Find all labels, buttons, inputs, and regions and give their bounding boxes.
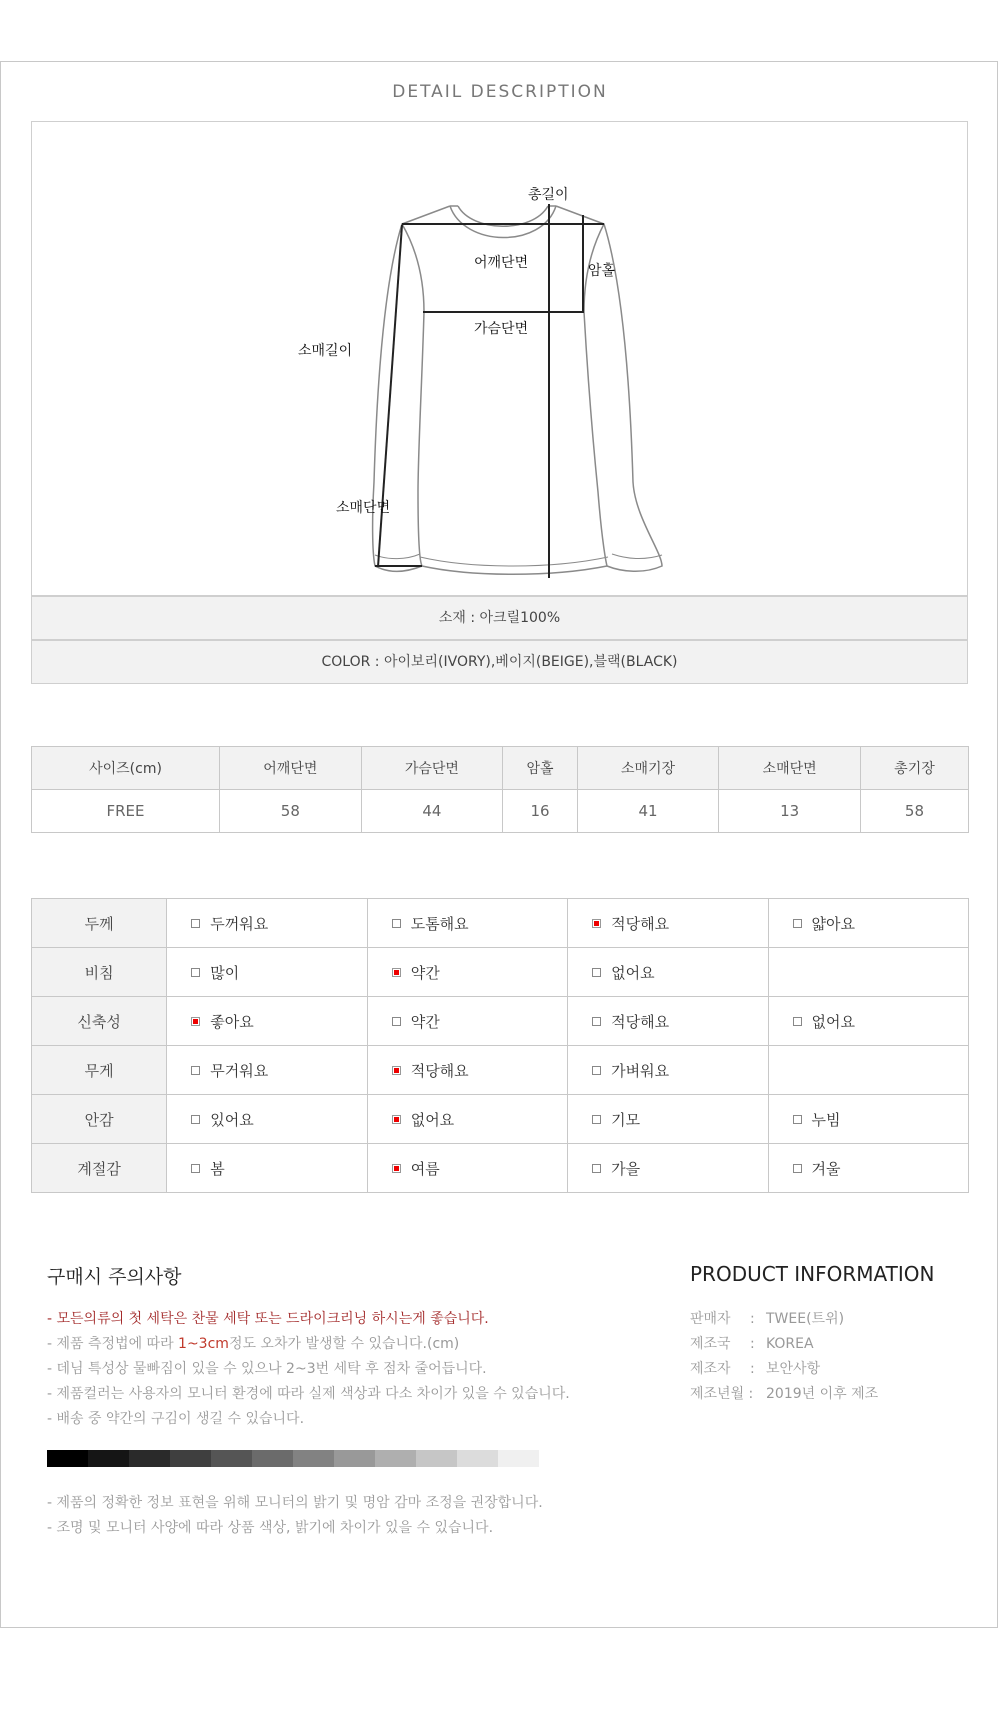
fabric-option-label: 누빔	[811, 1110, 841, 1129]
fabric-option-label: 여름	[410, 1159, 440, 1178]
fabric-option-cell	[768, 1095, 968, 1144]
unchecked-box-icon	[191, 1115, 200, 1124]
fabric-option-cell	[568, 899, 768, 948]
unchecked-box-icon	[592, 1017, 601, 1026]
size-cell: 58	[860, 790, 968, 833]
product-info-key: 제조국	[690, 1336, 731, 1352]
fabric-option-cell	[367, 1046, 567, 1095]
fabric-option-cell	[367, 1144, 567, 1193]
palette-swatch	[457, 1450, 498, 1467]
product-info-key: 제조자	[690, 1361, 731, 1377]
garment-diagram	[31, 121, 968, 596]
palette-swatch	[47, 1450, 88, 1467]
size-header-cell: 사이즈(cm)	[32, 747, 220, 790]
fabric-option-cell	[768, 948, 968, 997]
label-sleeve-width: 소매단면	[336, 500, 391, 516]
product-info-value: 보안사항	[766, 1361, 821, 1377]
unchecked-box-icon	[592, 1115, 601, 1124]
fabric-property-label: 계절감	[32, 1144, 167, 1193]
size-cell: FREE	[32, 790, 220, 833]
fabric-option-cell	[568, 997, 768, 1046]
palette-swatch	[88, 1450, 129, 1467]
fabric-property-table	[31, 898, 969, 1193]
notice-text: 정도 오차가 발생할 수 있습니다.(cm)	[228, 1336, 460, 1352]
fabric-option-cell	[568, 1046, 768, 1095]
fabric-option-cell	[367, 899, 567, 948]
unchecked-box-icon	[592, 1164, 601, 1173]
gray-scale-palette	[47, 1450, 539, 1467]
fabric-property-label: 두께	[32, 899, 167, 948]
fabric-option-label: 겨울	[811, 1159, 841, 1178]
notice-line: - 배송 중 약간의 구김이 생길 수 있습니다.	[47, 1411, 305, 1427]
product-info-row	[690, 1358, 820, 1378]
fabric-option-cell	[568, 1095, 768, 1144]
palette-swatch	[498, 1450, 539, 1467]
product-info-key: 제조년월 :	[690, 1386, 754, 1402]
fabric-option-label: 약간	[410, 1012, 440, 1031]
fabric-option-cell	[367, 948, 567, 997]
product-info-colon: :	[750, 1336, 755, 1352]
size-header-cell: 가슴단면	[361, 747, 503, 790]
fabric-option-cell	[568, 948, 768, 997]
fabric-option-label: 없어요	[410, 1110, 455, 1129]
palette-swatch	[334, 1450, 375, 1467]
product-info-row	[690, 1383, 878, 1403]
table-row	[32, 899, 969, 948]
fabric-option-label: 얇아요	[811, 914, 856, 933]
size-cell: 41	[577, 790, 719, 833]
page-title: DETAIL DESCRIPTION	[392, 82, 608, 102]
label-sleeve-length: 소매길이	[298, 343, 353, 359]
fabric-option-cell	[167, 1095, 367, 1144]
size-table-header	[32, 747, 969, 790]
palette-swatch	[293, 1450, 334, 1467]
label-total-length: 총길이	[528, 187, 569, 203]
size-header-cell: 소매기장	[577, 747, 719, 790]
size-header-cell: 어깨단면	[220, 747, 362, 790]
fabric-option-cell	[768, 899, 968, 948]
product-info-title: PRODUCT INFORMATION	[690, 1262, 935, 1286]
size-cell: 16	[503, 790, 578, 833]
checked-box-icon	[392, 1066, 401, 1075]
fabric-option-label: 많이	[210, 963, 240, 982]
unchecked-box-icon	[793, 919, 802, 928]
product-info-value: TWEE(트위)	[766, 1311, 845, 1327]
table-row	[32, 1046, 969, 1095]
unchecked-box-icon	[392, 919, 401, 928]
fabric-option-cell	[367, 997, 567, 1046]
fabric-property-label: 무게	[32, 1046, 167, 1095]
unchecked-box-icon	[191, 1164, 200, 1173]
unchecked-box-icon	[592, 1066, 601, 1075]
fabric-option-label: 없어요	[611, 963, 655, 982]
table-row	[32, 790, 969, 833]
product-info-row	[690, 1333, 814, 1353]
palette-swatch	[129, 1450, 170, 1467]
fabric-option-label: 약간	[410, 963, 440, 982]
unchecked-box-icon	[191, 1066, 200, 1075]
fabric-option-label: 가벼워요	[611, 1061, 670, 1080]
size-header-cell: 총기장	[860, 747, 968, 790]
checked-box-icon	[392, 1164, 401, 1173]
fabric-option-label: 없어요	[811, 1012, 856, 1031]
notice-line: - 제품의 정확한 정보 표현을 위해 모니터의 밝기 및 명암 감마 조정을 권장합니다.	[47, 1495, 543, 1511]
size-cell: 58	[220, 790, 362, 833]
table-row	[32, 1144, 969, 1193]
notice-line: - 데님 특성상 물빠짐이 있을 수 있으나 2~3번 세탁 후 점차 줄어듭니다.	[47, 1361, 487, 1377]
size-header-cell: 암홀	[503, 747, 578, 790]
product-info-colon: :	[750, 1311, 755, 1327]
unchecked-box-icon	[793, 1115, 802, 1124]
label-shoulder: 어깨단면	[474, 255, 529, 271]
palette-swatch	[211, 1450, 252, 1467]
checked-box-icon	[592, 919, 601, 928]
fabric-option-cell	[367, 1095, 567, 1144]
table-row	[32, 997, 969, 1046]
table-row	[32, 948, 969, 997]
product-info-colon: :	[750, 1361, 755, 1377]
fabric-option-cell	[167, 1046, 367, 1095]
checked-box-icon	[392, 1115, 401, 1124]
fabric-property-label: 신축성	[32, 997, 167, 1046]
fabric-option-label: 두꺼워요	[210, 914, 269, 933]
notice-line: - 제품컬러는 사용자의 모니터 환경에 따라 실제 색상과 다소 차이가 있을 수 있습니다.	[47, 1386, 570, 1402]
notice-highlight: 1~3cm	[178, 1336, 229, 1352]
fabric-option-cell	[167, 997, 367, 1046]
size-header-cell: 소매단면	[719, 747, 861, 790]
fabric-option-label: 적당해요	[611, 1012, 670, 1031]
fabric-option-label: 가을	[611, 1159, 641, 1178]
color-row: COLOR : 아이보리(IVORY),베이지(BEIGE),블랙(BLACK)	[31, 640, 968, 684]
unchecked-box-icon	[191, 919, 200, 928]
palette-swatch	[252, 1450, 293, 1467]
fabric-option-cell	[768, 997, 968, 1046]
palette-swatch	[375, 1450, 416, 1467]
label-chest: 가슴단면	[474, 321, 529, 337]
fabric-option-cell	[167, 948, 367, 997]
checked-box-icon	[392, 968, 401, 977]
unchecked-box-icon	[793, 1017, 802, 1026]
unchecked-box-icon	[392, 1017, 401, 1026]
fabric-option-cell	[167, 899, 367, 948]
table-row	[32, 1095, 969, 1144]
fabric-property-label: 비침	[32, 948, 167, 997]
fabric-option-label: 좋아요	[210, 1012, 254, 1031]
fabric-option-label: 기모	[611, 1110, 641, 1129]
product-info-value: 2019년 이후 제조	[766, 1386, 879, 1402]
fabric-option-cell	[568, 1144, 768, 1193]
notice-line: - 모든의류의 첫 세탁은 찬물 세탁 또는 드라이크리닝 하시는게 좋습니다.	[47, 1311, 489, 1327]
notice-title: 구매시 주의사항	[47, 1266, 182, 1288]
fabric-option-label: 봄	[210, 1159, 225, 1178]
label-armhole: 암홀	[588, 263, 616, 279]
product-info-row	[690, 1308, 844, 1328]
product-info-value: KOREA	[766, 1336, 814, 1352]
fabric-option-cell	[167, 1144, 367, 1193]
fabric-option-cell	[768, 1046, 968, 1095]
unchecked-box-icon	[191, 968, 200, 977]
size-cell: 13	[719, 790, 861, 833]
palette-swatch	[170, 1450, 211, 1467]
size-table	[31, 746, 969, 833]
fabric-property-label: 안감	[32, 1095, 167, 1144]
product-info-key: 판매자	[690, 1311, 731, 1327]
fabric-option-label: 있어요	[210, 1110, 254, 1129]
fabric-option-label: 적당해요	[611, 914, 670, 933]
checked-box-icon	[191, 1017, 200, 1026]
fabric-option-label: 적당해요	[410, 1061, 469, 1080]
size-cell: 44	[361, 790, 503, 833]
notice-text: - 제품 측정법에 따라	[47, 1336, 179, 1352]
unchecked-box-icon	[793, 1164, 802, 1173]
fabric-option-label: 도톰해요	[410, 914, 469, 933]
notice-line	[47, 1333, 459, 1353]
fabric-option-cell	[768, 1144, 968, 1193]
sweater-illustration	[32, 122, 967, 595]
unchecked-box-icon	[592, 968, 601, 977]
fabric-option-label: 무거워요	[210, 1061, 269, 1080]
material-row: 소재 : 아크릴100%	[31, 596, 968, 640]
notice-line: - 조명 및 모니터 사양에 따라 상품 색상, 밝기에 차이가 있을 수 있습니다.	[47, 1520, 494, 1536]
palette-swatch	[416, 1450, 457, 1467]
